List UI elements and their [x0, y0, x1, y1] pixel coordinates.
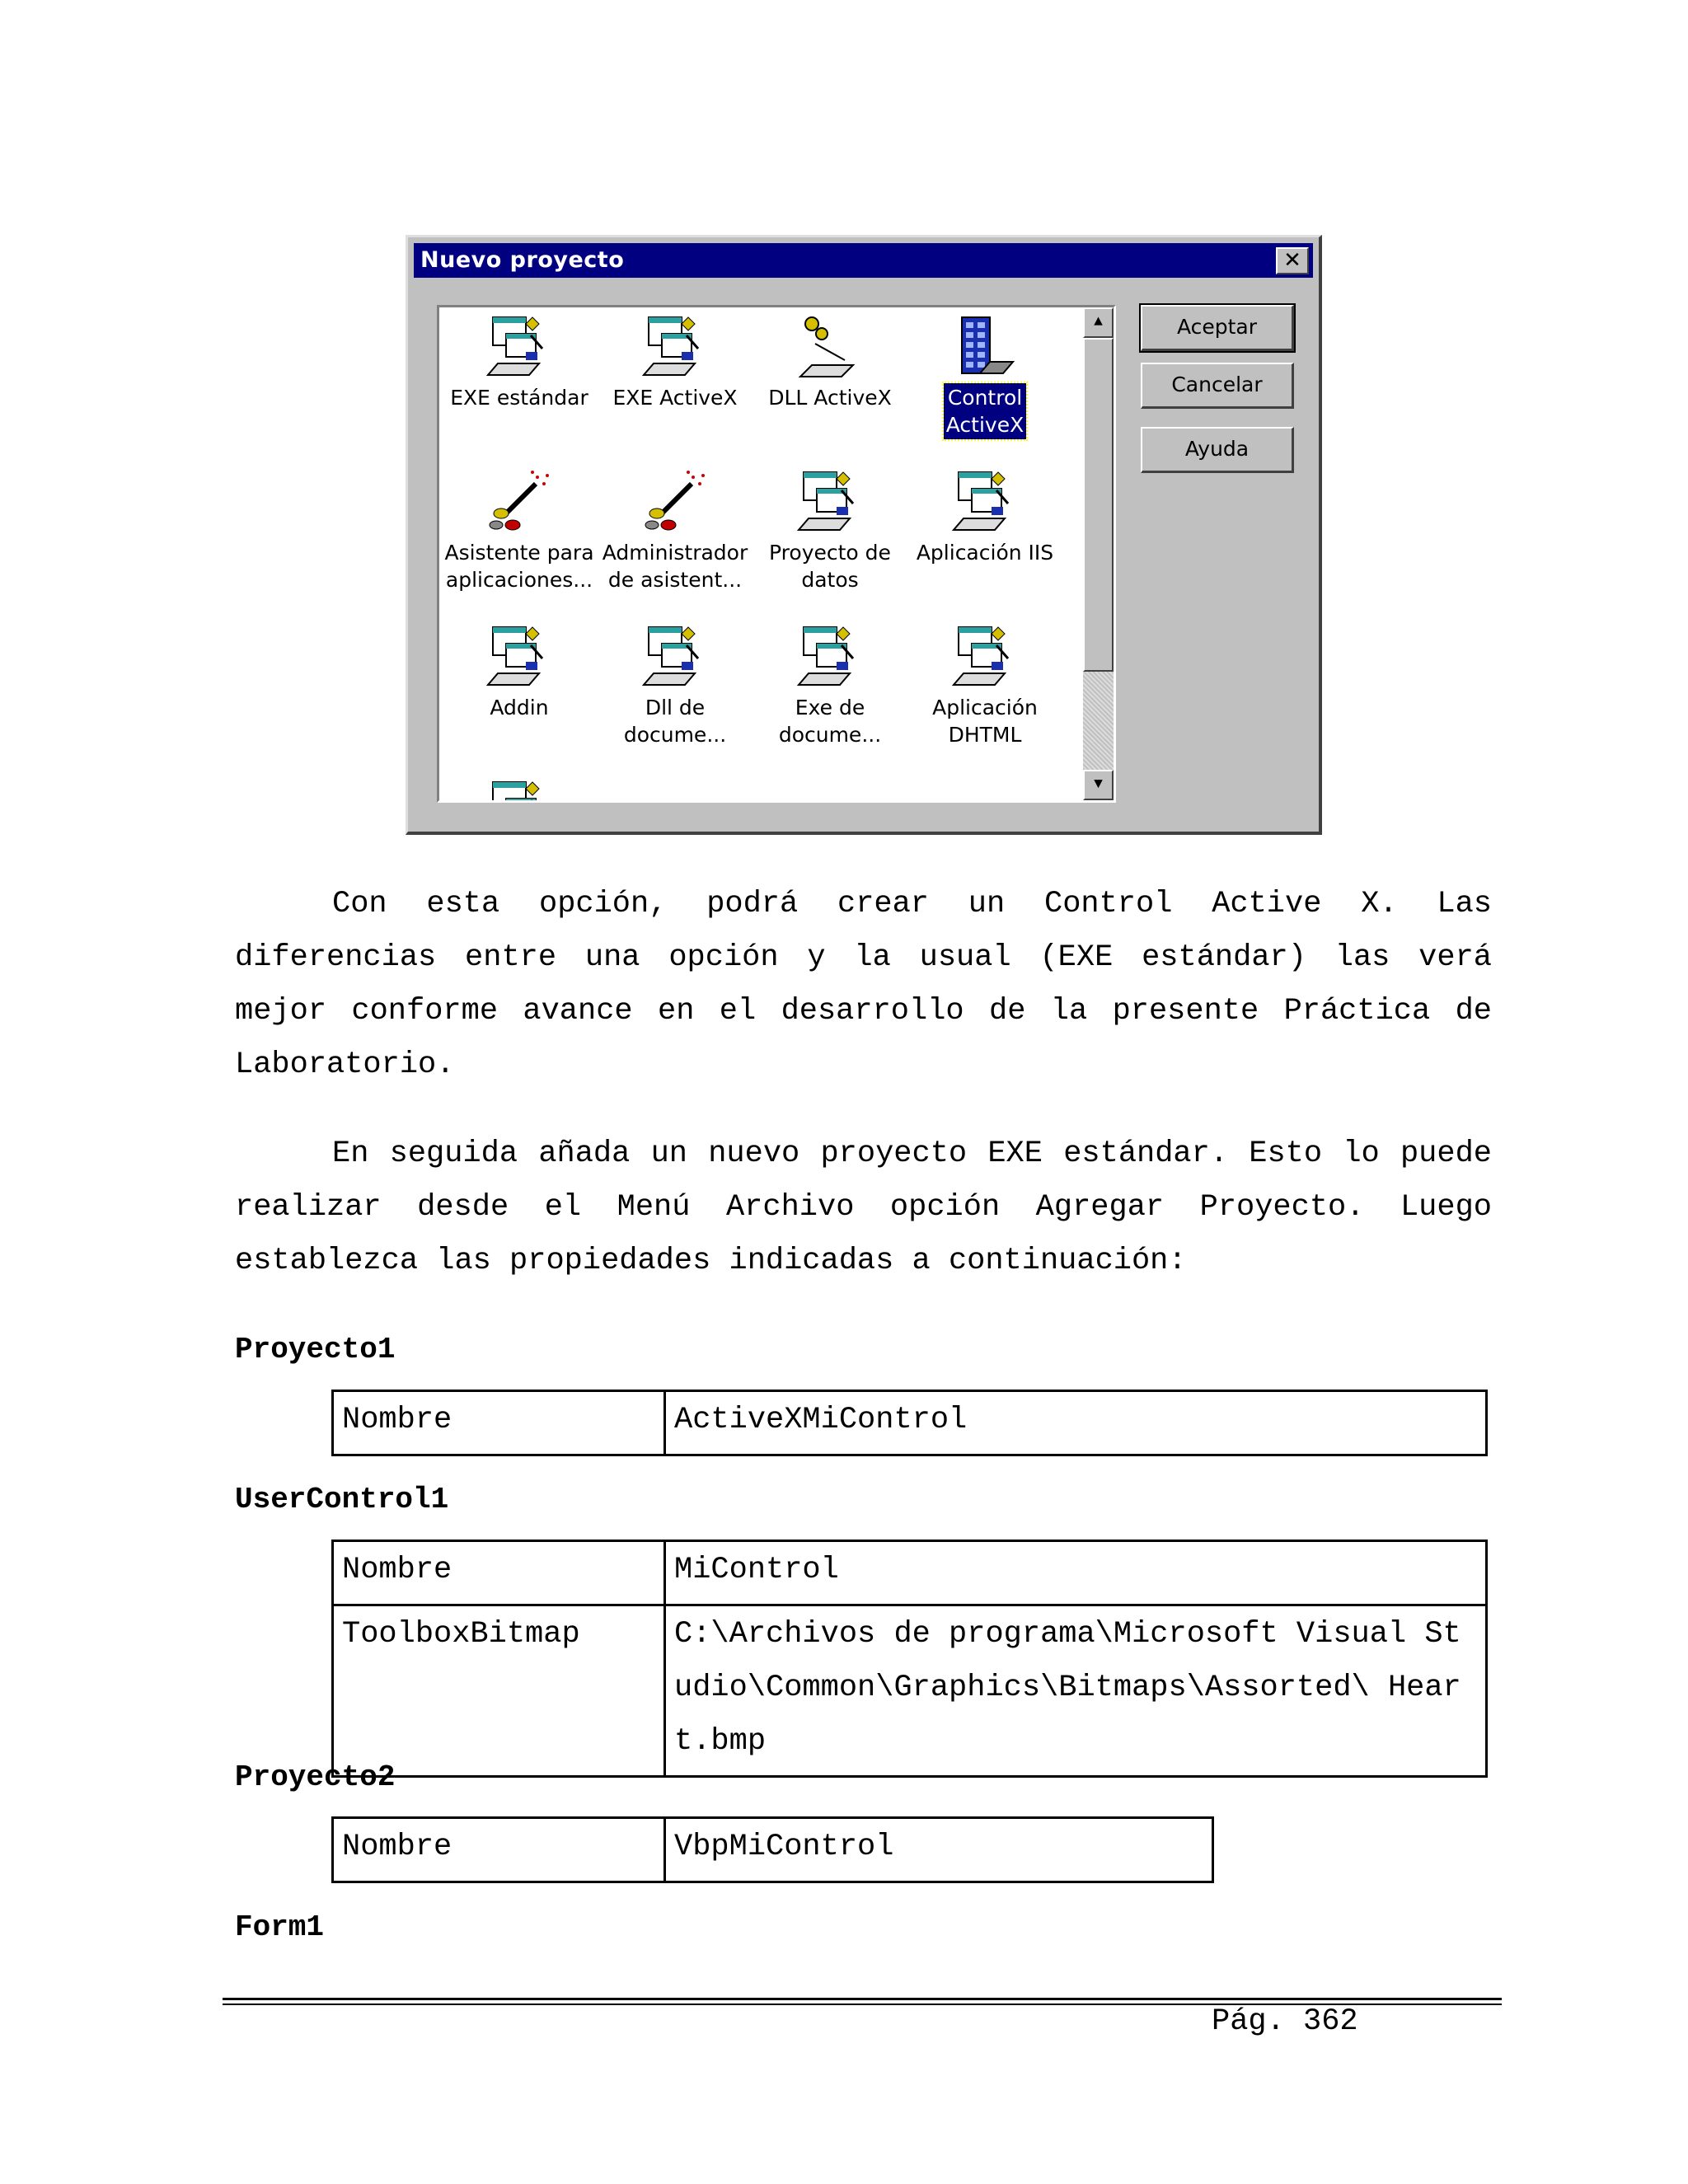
help-button[interactable]: Ayuda — [1141, 427, 1294, 473]
list-item[interactable] — [442, 621, 597, 722]
wizard-icon — [485, 466, 554, 535]
property-name: ToolboxBitmap — [333, 1605, 665, 1777]
list-item[interactable] — [598, 466, 753, 594]
property-name: Nombre — [333, 1818, 665, 1882]
list-item-label: Exe de docume... — [778, 696, 882, 747]
list-item-label: Dll de docume... — [623, 696, 727, 747]
cancel-button[interactable]: Cancelar — [1141, 363, 1294, 409]
dhtml-app-icon — [950, 621, 1020, 690]
table-row — [333, 1605, 1487, 1777]
data-project-icon — [795, 466, 865, 535]
list-item-label: Asistente para aplicaciones... — [444, 541, 594, 592]
property-value: MiControl — [665, 1541, 1487, 1605]
control-activex-icon — [950, 311, 1020, 380]
table-row — [333, 1818, 1213, 1882]
wizard-manager-icon — [640, 466, 710, 535]
doc-dll-icon — [640, 621, 710, 690]
scroll-down-button[interactable]: ▼ — [1083, 770, 1114, 800]
list-item[interactable] — [442, 311, 597, 412]
project-type-list[interactable] — [437, 305, 1116, 803]
page-number: Pág. 362 — [1212, 2004, 1358, 2039]
section-heading: Proyecto1 — [235, 1333, 396, 1366]
paragraph-1: Con esta opción, podrá crear un Control Active X. Las diferencias entre una opción y la usual (EXE estándar) las verá mejor conforme avance en el desarrollo de la presente Práctica de Laboratorio. — [235, 887, 1492, 1082]
list-item[interactable] — [907, 621, 1062, 749]
list-item[interactable] — [442, 466, 597, 594]
property-value: C:\Archivos de programa\Microsoft Visual Studio\Common\Graphics\Bitmaps\Assorted\ Heart.bmp — [665, 1605, 1487, 1777]
dialog-title: Nuevo proyecto — [420, 247, 625, 273]
section-heading: Form1 — [235, 1910, 325, 1944]
table-row — [333, 1391, 1487, 1455]
list-item[interactable] — [753, 311, 907, 412]
table-row — [333, 1541, 1487, 1605]
scroll-thumb[interactable] — [1083, 338, 1114, 672]
doc-exe-icon — [795, 621, 865, 690]
properties-table-proyecto2 — [331, 1816, 1214, 1883]
properties-table-proyecto1 — [331, 1390, 1488, 1456]
vertical-scrollbar[interactable] — [1083, 307, 1114, 800]
list-item-label: Addin — [490, 696, 549, 719]
list-item[interactable] — [598, 621, 753, 749]
list-item-label: EXE ActiveX — [612, 386, 738, 410]
list-item[interactable] — [907, 311, 1062, 439]
project-icon — [485, 776, 554, 803]
list-item-label: Control ActiveX — [944, 383, 1026, 439]
list-item[interactable] — [753, 466, 907, 594]
section-heading: Proyecto2 — [235, 1760, 396, 1794]
new-project-dialog — [406, 235, 1322, 835]
footer-rule — [223, 1998, 1502, 2000]
list-item[interactable] — [753, 621, 907, 749]
exe-activex-icon — [640, 311, 710, 380]
list-item[interactable] — [442, 776, 597, 803]
close-button[interactable]: ✕ — [1276, 247, 1309, 274]
property-name: Nombre — [333, 1391, 665, 1455]
list-item-label: Proyecto de datos — [769, 541, 891, 592]
paragraph-2: En seguida añada un nuevo proyecto EXE estándar. Esto lo puede realizar desde el Menú Archivo opción Agregar Proyecto. Luego establezca las propiedades indicadas a continuación: — [235, 1137, 1492, 1278]
section-heading: UserControl1 — [235, 1483, 449, 1516]
list-item-label: Aplicación IIS — [916, 541, 1054, 565]
list-item-label: EXE estándar — [450, 386, 588, 410]
list-item[interactable] — [598, 311, 753, 412]
list-item-label: DLL ActiveX — [768, 386, 892, 410]
exe-standard-icon — [485, 311, 554, 380]
accept-button[interactable]: Aceptar — [1141, 305, 1294, 351]
iis-app-icon — [950, 466, 1020, 535]
dll-activex-icon — [795, 311, 865, 380]
property-name: Nombre — [333, 1541, 665, 1605]
property-value: VbpMiControl — [665, 1818, 1213, 1882]
property-value: ActiveXMiControl — [665, 1391, 1487, 1455]
addin-icon — [485, 621, 554, 690]
list-item-label: Aplicación DHTML — [932, 696, 1038, 747]
dialog-titlebar — [414, 243, 1313, 278]
list-item-label: Administrador de asistent... — [602, 541, 748, 592]
properties-table-usercontrol1 — [331, 1540, 1488, 1778]
list-item[interactable] — [907, 466, 1062, 567]
scroll-up-button[interactable]: ▲ — [1083, 307, 1114, 338]
